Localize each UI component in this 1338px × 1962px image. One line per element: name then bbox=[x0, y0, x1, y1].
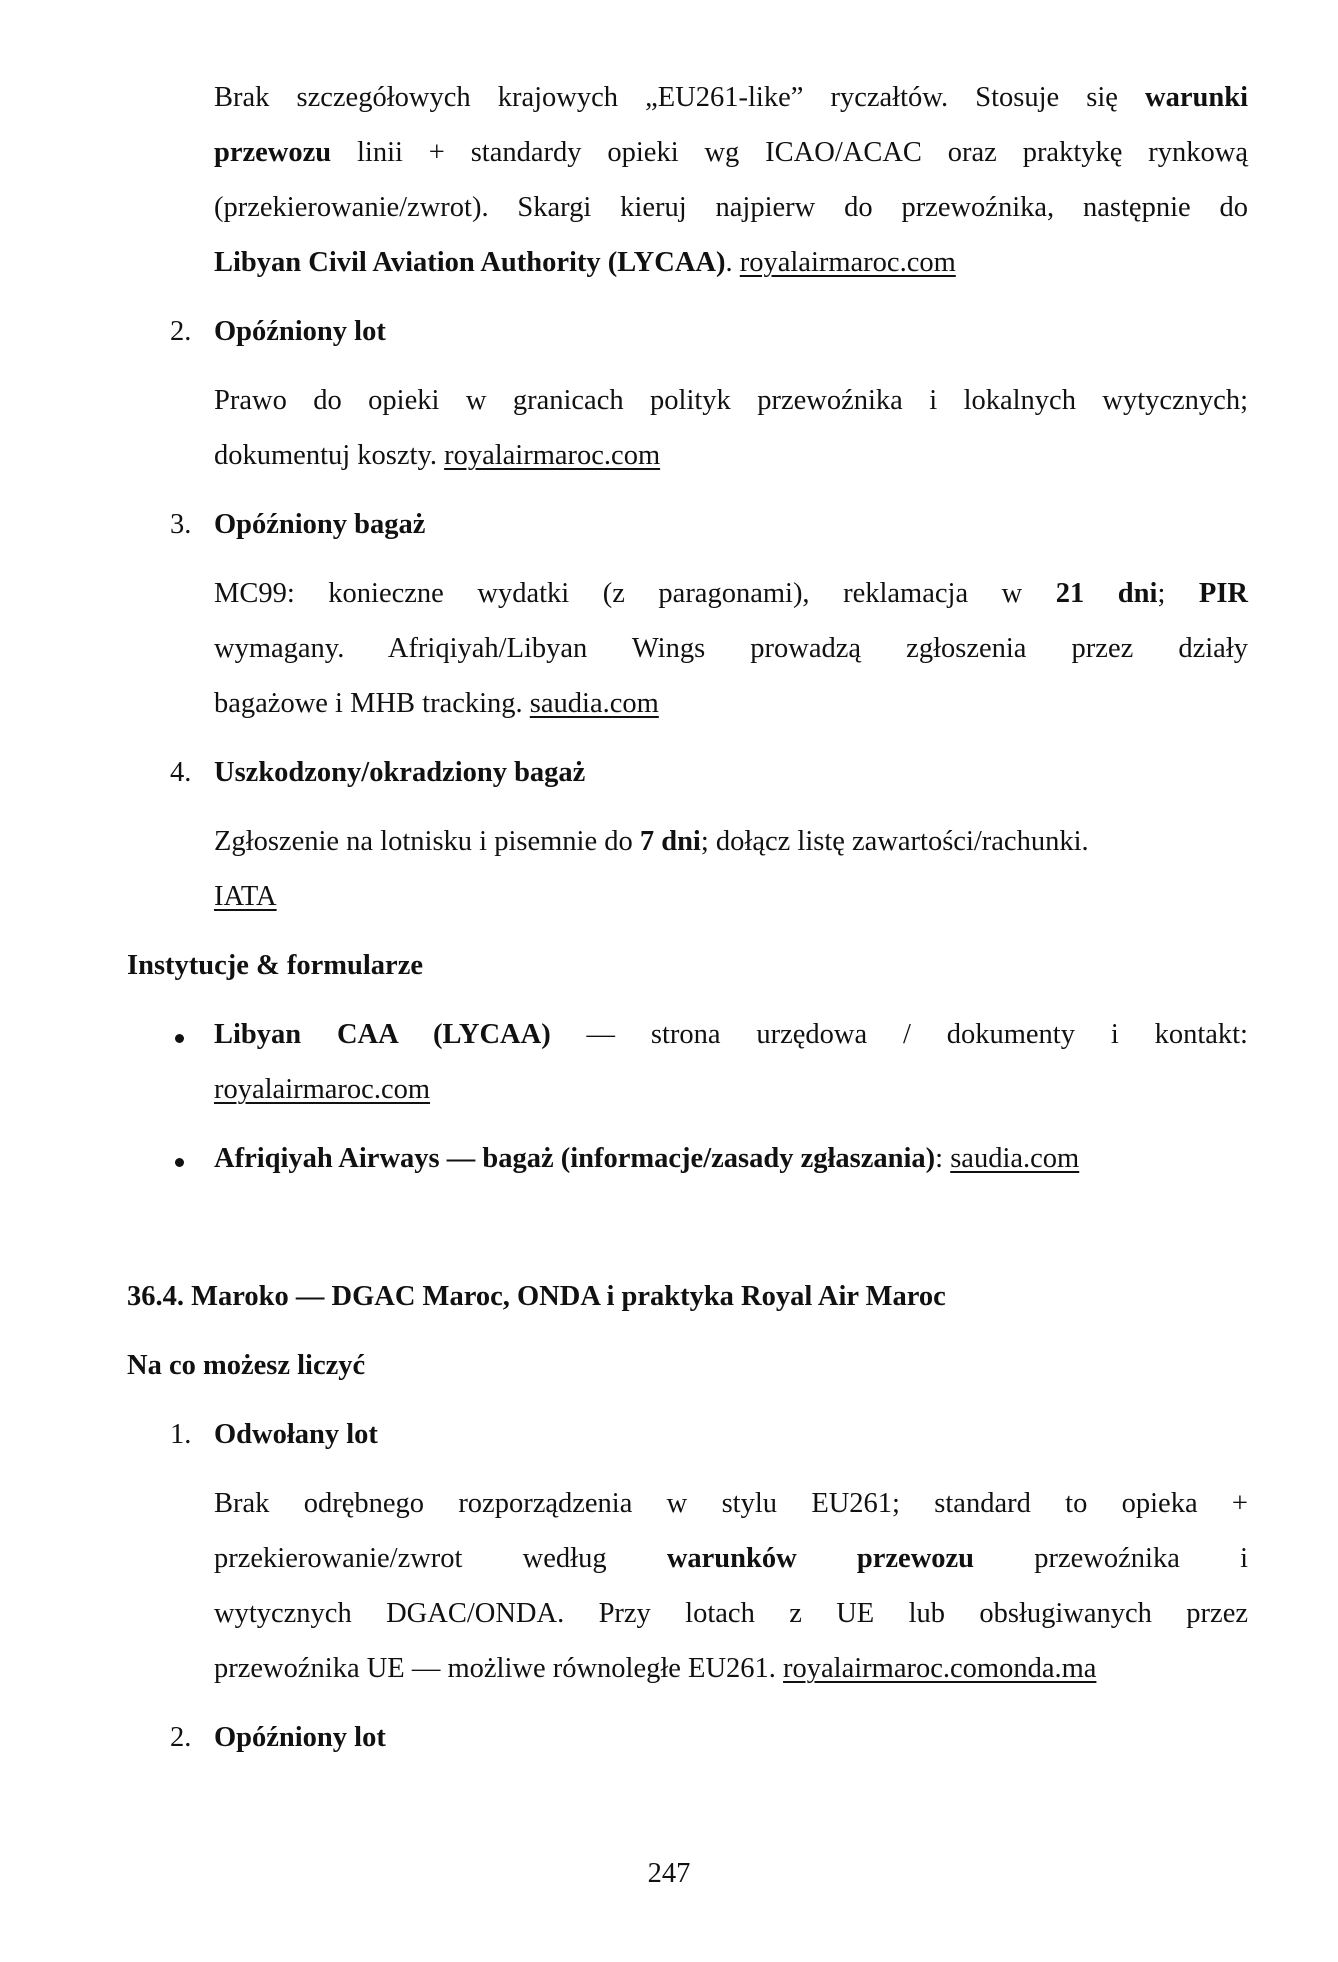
body-text: bagażowe i MHB tracking. bbox=[214, 688, 530, 719]
bullet-item bbox=[214, 1145, 1079, 1174]
list-number: 1. bbox=[170, 1419, 192, 1450]
paragraph-line bbox=[214, 249, 956, 278]
body-text: : bbox=[935, 1143, 951, 1174]
body-text: przekierowanie/zwrot według bbox=[214, 1543, 667, 1574]
bold-text: warunków przewozu bbox=[666, 1543, 975, 1574]
bold-text: Libyan CAA (LYCAA) bbox=[214, 1019, 551, 1050]
royalairmaroc-link[interactable]: royalairmaroc.com bbox=[739, 247, 956, 278]
list-item-title: Uszkodzony/okradziony bagaż bbox=[214, 757, 586, 788]
paragraph-line bbox=[214, 194, 1248, 223]
body-text: ; bbox=[1157, 578, 1199, 609]
paragraph-line bbox=[214, 84, 1248, 113]
body-text: dokumentuj koszty. bbox=[214, 440, 445, 471]
royalairmaroc-link[interactable]: royalairmaroc.com bbox=[214, 1074, 431, 1105]
bold-text: Libyan Civil Aviation Authority (LYCAA) bbox=[214, 247, 726, 278]
iata-link[interactable]: IATA bbox=[214, 881, 277, 912]
body-text: . bbox=[725, 247, 740, 278]
section-subheading: Instytucje & formularze bbox=[127, 950, 423, 981]
page-number: 247 bbox=[647, 1858, 691, 1889]
bullet-icon bbox=[175, 1034, 184, 1043]
body-text: wymagany. Afriqiyah/Libyan Wings prowadzą zgłoszenia przez działy bbox=[214, 633, 1248, 664]
paragraph-line bbox=[214, 1076, 430, 1105]
body-text: MC99: konieczne wydatki (z paragonami), reklamacja w bbox=[214, 578, 1056, 609]
body-text: Brak odrębnego rozporządzenia w stylu EU261; standard to opieka + bbox=[214, 1488, 1248, 1519]
saudia-link[interactable]: saudia.com bbox=[950, 1143, 1080, 1174]
body-text: Zgłoszenie na lotnisku i pisemnie do bbox=[214, 826, 640, 857]
bold-text: Afriqiyah Airways — bagaż (informacje/zasady zgłaszania) bbox=[214, 1143, 936, 1174]
paragraph-line bbox=[214, 1655, 1096, 1684]
body-text: przewoźnika UE — możliwe równoległe EU261. bbox=[214, 1653, 784, 1684]
paragraph-line bbox=[214, 139, 1248, 168]
list-item-title: Opóźniony lot bbox=[214, 316, 386, 347]
body-text: Brak szczegółowych krajowych „EU261-like” ryczałtów. Stosuje się bbox=[214, 82, 1146, 113]
body-text: ; dołącz listę zawartości/rachunki. bbox=[700, 826, 1089, 857]
paragraph-line bbox=[214, 1600, 1248, 1629]
paragraph-line bbox=[214, 635, 1248, 664]
paragraph-line bbox=[214, 1545, 1248, 1574]
paragraph-line bbox=[214, 690, 659, 719]
body-text: linii + standardy opieki wg ICAO/ACAC oraz praktykę rynkową bbox=[331, 137, 1248, 168]
paragraph-line bbox=[214, 1490, 1248, 1519]
body-text: Prawo do opieki w granicach polityk przewoźnika i lokalnych wytycznych; bbox=[214, 385, 1248, 416]
section-subheading: Na co możesz liczyć bbox=[127, 1350, 366, 1381]
body-text: — strona urzędowa / dokumenty i kontakt: bbox=[550, 1019, 1248, 1050]
bullet-icon bbox=[175, 1158, 184, 1167]
bold-text: 21 dni bbox=[1055, 578, 1158, 609]
list-number: 4. bbox=[170, 757, 192, 788]
section-heading: 36.4. Maroko — DGAC Maroc, ONDA i praktyka Royal Air Maroc bbox=[127, 1281, 946, 1312]
paragraph-line bbox=[214, 883, 277, 912]
bullet-item bbox=[214, 1021, 1248, 1050]
list-item-title: Opóźniony lot bbox=[214, 1722, 386, 1753]
list-item-title: Odwołany lot bbox=[214, 1419, 378, 1450]
body-text: wytycznych DGAC/ONDA. Przy lotach z UE lub obsługiwanych przez bbox=[214, 1598, 1248, 1629]
paragraph-line bbox=[214, 580, 1248, 609]
list-number: 2. bbox=[170, 1722, 192, 1753]
body-text: (przekierowanie/zwrot). Skargi kieruj najpierw do przewoźnika, następnie do bbox=[214, 192, 1248, 223]
bold-text: 7 dni bbox=[639, 826, 701, 857]
list-item-title: Opóźniony bagaż bbox=[214, 509, 426, 540]
list-number: 3. bbox=[170, 509, 192, 540]
bold-text: przewozu bbox=[214, 137, 332, 168]
paragraph-line bbox=[214, 442, 660, 471]
paragraph-line bbox=[214, 387, 1248, 416]
paragraph-line bbox=[214, 828, 1089, 857]
body-text: przewoźnika i bbox=[974, 1543, 1249, 1574]
list-number: 2. bbox=[170, 316, 192, 347]
royalairmaroc-onda-link[interactable]: royalairmaroc.comonda.ma bbox=[783, 1653, 1097, 1684]
royalairmaroc-link[interactable]: royalairmaroc.com bbox=[444, 440, 661, 471]
bold-text: PIR bbox=[1198, 578, 1248, 609]
bold-text: warunki bbox=[1145, 82, 1248, 113]
saudia-link[interactable]: saudia.com bbox=[529, 688, 659, 719]
